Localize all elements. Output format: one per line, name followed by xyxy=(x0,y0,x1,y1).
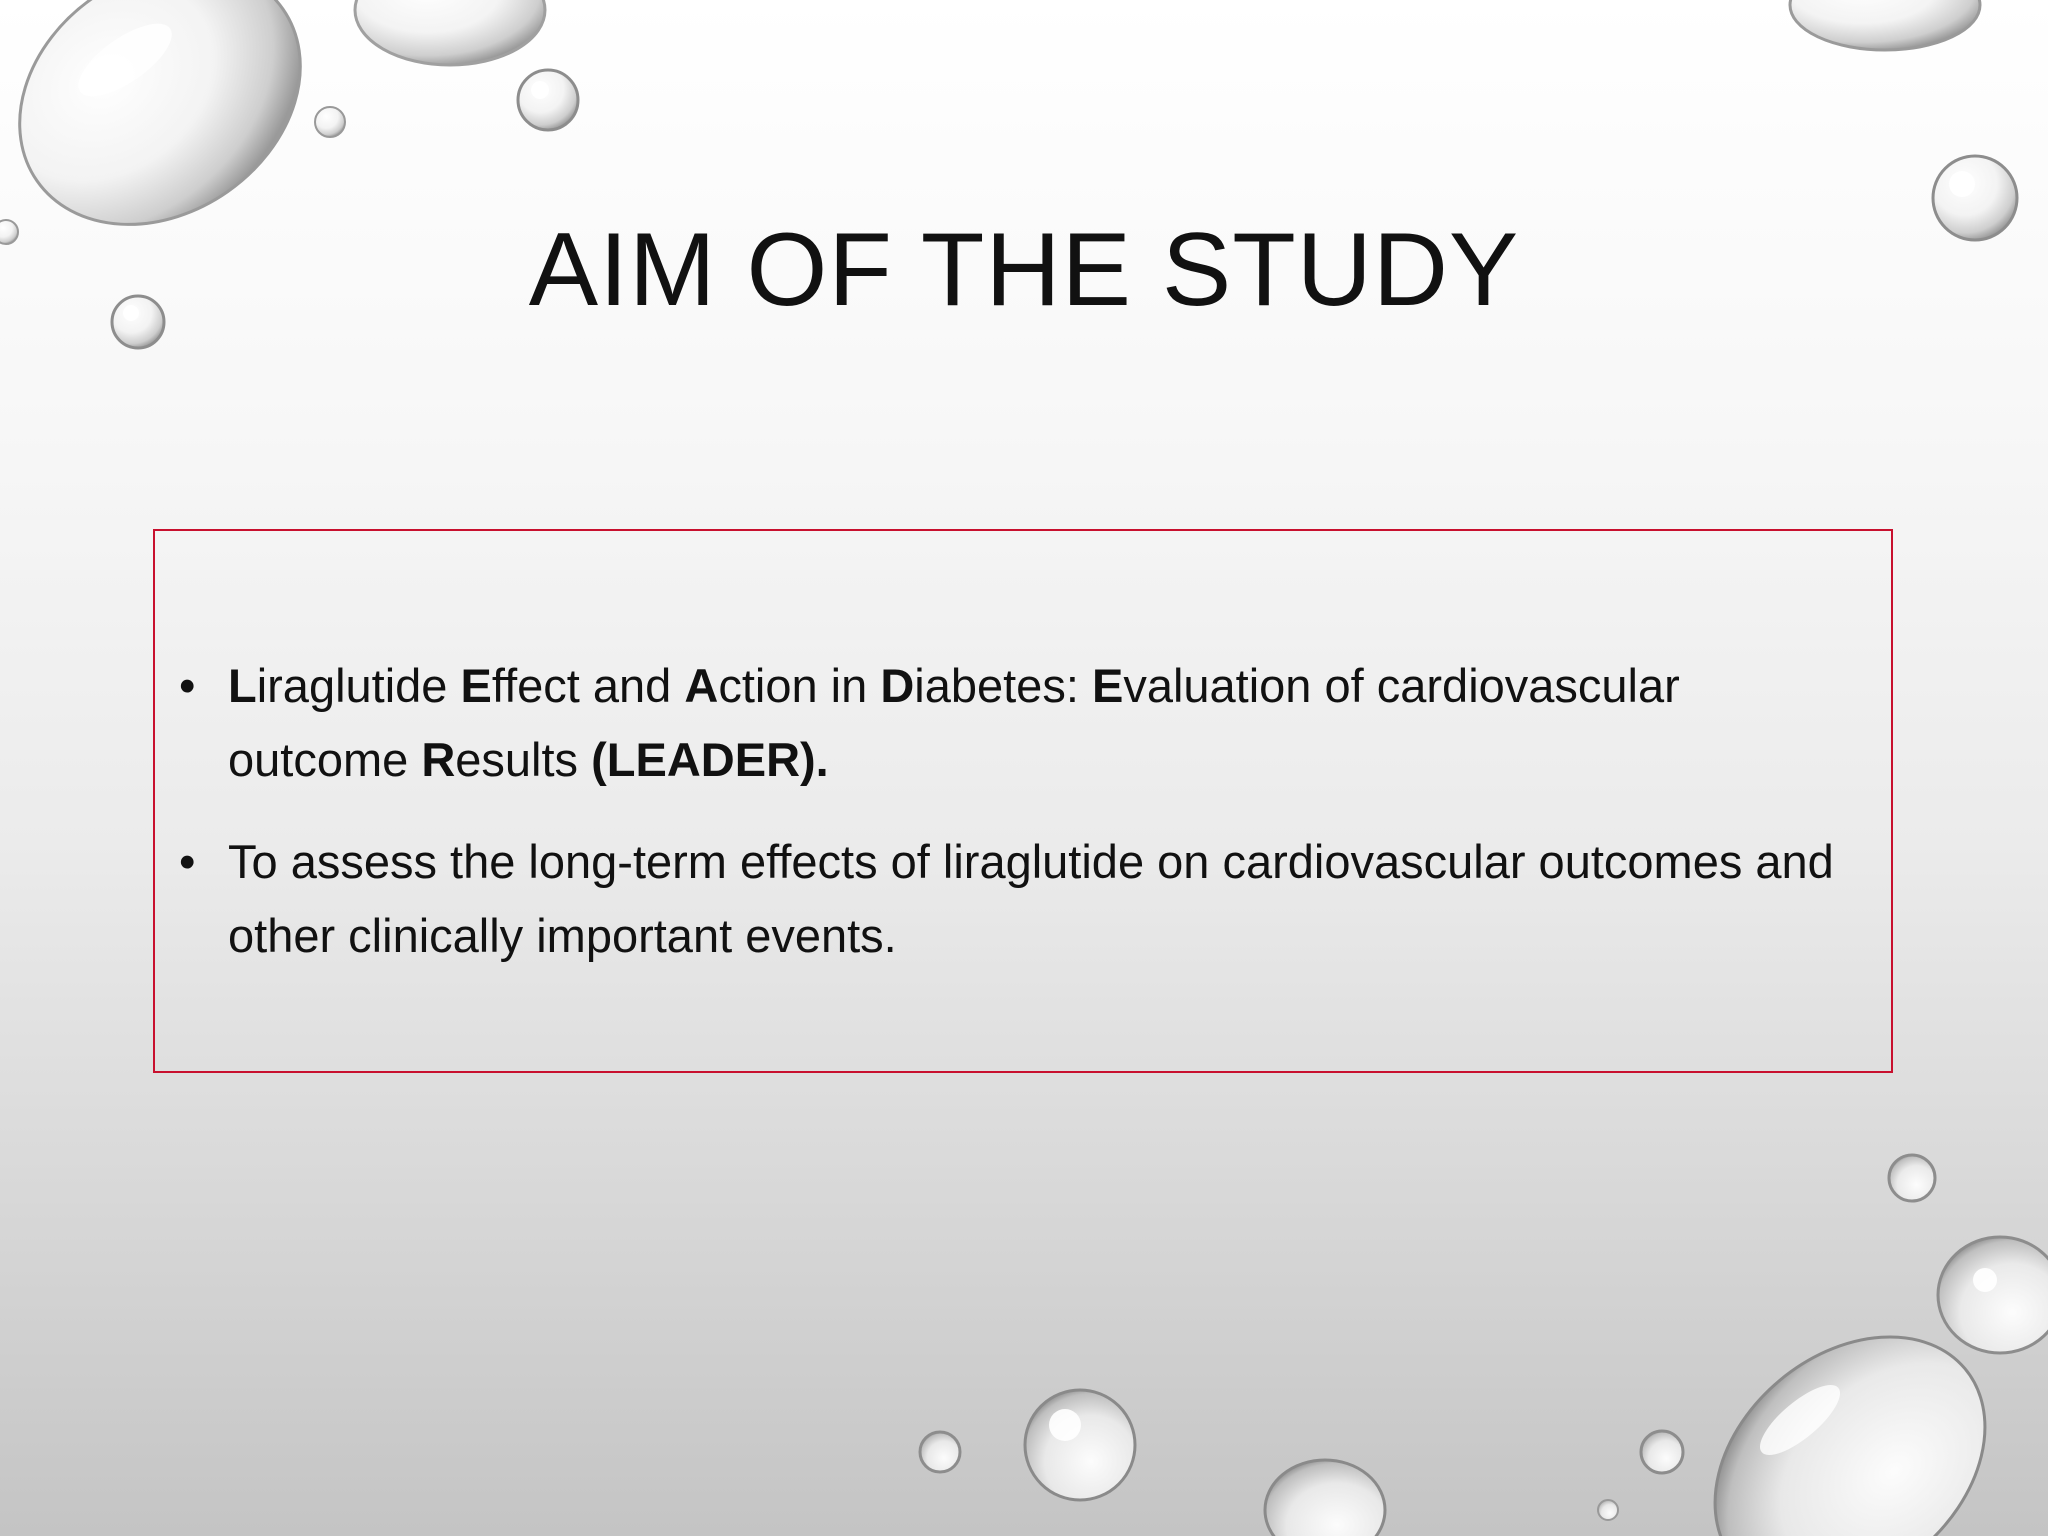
content-frame xyxy=(153,529,1893,1073)
bullet-segment: L xyxy=(228,659,257,712)
bullet-segment: ction in xyxy=(718,659,881,712)
bullet-segment: E xyxy=(1091,659,1124,712)
drop-top-left-4 xyxy=(315,107,345,137)
bullet-segment: esults xyxy=(455,733,592,786)
bullet-icon: • xyxy=(179,659,196,712)
drop-bottom-right-3 xyxy=(1641,1431,1683,1473)
bullet-text xyxy=(228,835,1834,962)
bullet-segment: D xyxy=(880,659,915,712)
bullet-segment: R xyxy=(421,733,456,786)
bullet-segment: (LEADER). xyxy=(591,733,829,786)
bullet-segment: ffect and xyxy=(491,659,685,712)
slide-title: AIM OF THE STUDY xyxy=(528,212,1520,328)
drop-bottom-right-1 xyxy=(1889,1155,1935,1201)
drop-bottom-center-3 xyxy=(1265,1460,1385,1536)
drop-bottom-right-2 xyxy=(1938,1237,2048,1353)
drop-top-left-2 xyxy=(355,0,545,65)
bullet-item-aim xyxy=(155,825,1891,973)
drop-top-right-1 xyxy=(1790,0,1980,50)
bullet-segment: iraglutide xyxy=(256,659,461,712)
drop-bottom-center-2 xyxy=(920,1432,960,1472)
bullet-text xyxy=(228,659,1680,786)
bullet-segment: To assess the long-term effects of liraglutide on cardiovascular outcomes and other clinically important events. xyxy=(228,835,1834,962)
bullet-segment: E xyxy=(460,659,492,712)
bullet-list xyxy=(155,649,1891,1001)
bullet-segment: A xyxy=(684,659,719,712)
bullet-icon: • xyxy=(179,835,196,888)
bullet-segment: valuation of cardiovascular outcome xyxy=(228,659,1680,786)
drop-bottom-right-4 xyxy=(1598,1500,1618,1520)
drop-top-left-3 xyxy=(518,70,578,130)
drop-bottom-center-1 xyxy=(1025,1390,1135,1500)
bullet-segment: iabetes: xyxy=(914,659,1092,712)
bullet-item-leader xyxy=(155,649,1891,797)
